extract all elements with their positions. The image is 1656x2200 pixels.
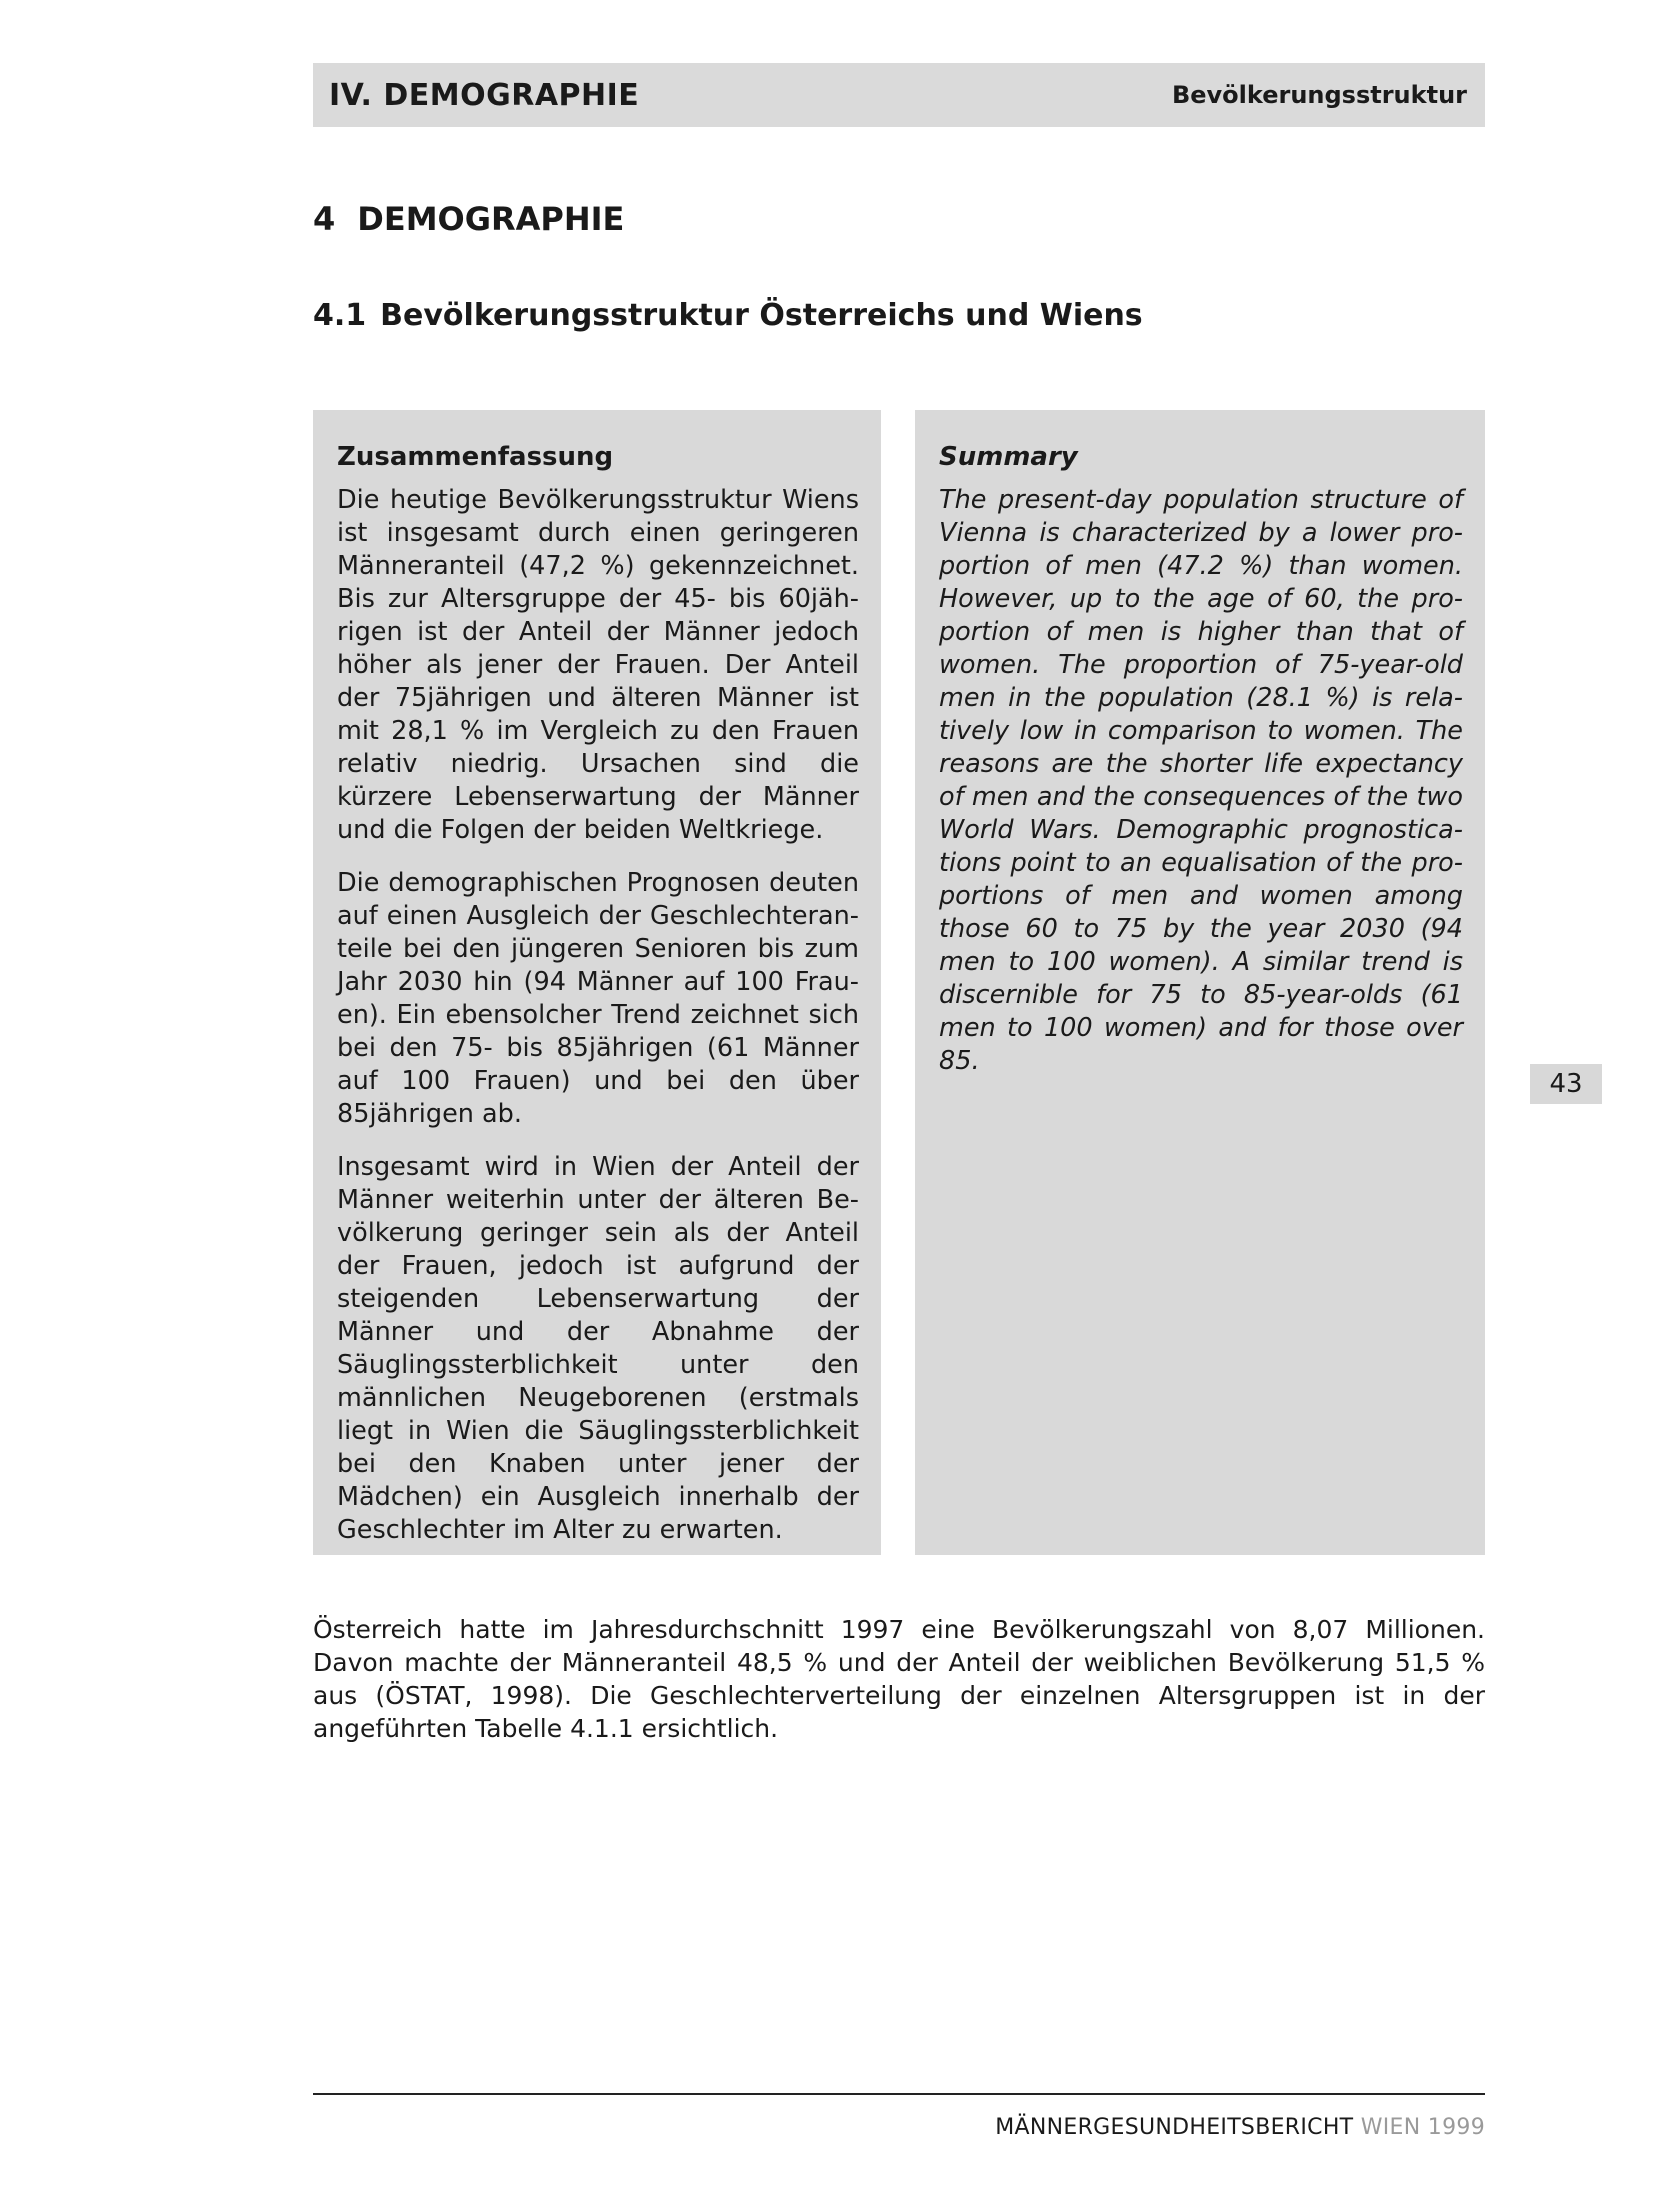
summary-paragraph: Die heutige Bevölkerungsstruktur Wiens ist insgesamt durch einen geringeren Männeranteil (47,2 %) gekennzeichnet. Bis zur Altersgruppe der 45- bis 60jährigen ist der Anteil der Männer jedoch höher als jener der Frauen. Der Anteil der 75jährigen und älteren Männer ist mit 28,1 % im Vergleich zu den Frauen relativ niedrig. Ursachen sind die kürzere Lebenserwartung der Männer und die Folgen der beiden Weltkriege. xyxy=(337,485,859,845)
chapter-title: DEMOGRAPHIE xyxy=(357,200,625,238)
summary-box-german xyxy=(313,410,881,1555)
summary-paragraph: Insgesamt wird in Wien der Anteil der Männer weiterhin unter der älteren Bevölkerung geringer sein als der Anteil der Frauen, jedoch ist aufgrund der steigenden Lebenserwartung der Männer und der Abnahme der Säuglingssterblichkeit unter den männlichen Neugeborenen (erstmals liegt in Wien die Säuglingssterblichkeit bei den Knaben unter jener der Mädchen) ein Ausgleich innerhalb der Geschlechter im Alter zu erwarten. xyxy=(337,1152,859,1545)
header-section: Bevölkerungsstruktur xyxy=(1171,81,1467,109)
summary-box-english xyxy=(915,410,1485,1555)
footer-city-year: WIEN 1999 xyxy=(1360,2115,1485,2140)
section-number: 4.1 xyxy=(313,298,367,333)
footer-title: MÄNNERGESUNDHEITSBERICHT xyxy=(995,2115,1354,2140)
section-heading xyxy=(313,298,1143,333)
summary-title-german: Zusammenfassung xyxy=(337,442,614,472)
footer-divider xyxy=(313,2093,1485,2095)
summary-paragraph: Die demographischen Prognosen deuten auf einen Ausgleich der Geschlechteranteile bei den jüngeren Senioren bis zum Jahr 2030 hin (94 Männer auf 100 Frauen). Ein ebensolcher Trend zeichnet sich bei den 75- bis 85jährigen (61 Männer auf 100 Frauen) und bei den über 85jährigen ab. xyxy=(337,868,859,1129)
summary-paragraph: The present-day population structure of Vienna is characterized by a lower proportion of men (47.2 %) than women. However, up to the age of 60, the proportion of men is higher than that of women. The proportion of 75-year-old men in the population (28.1 %) is relatively low in comparison to women. The reasons are the shorter life expectancy of men and the consequences of the two World Wars. Demographic prognostications point to an equalisation of the proportions of men and women among those 60 to 75 by the year 2030 (94 men to 100 women). A similar trend is discernible for 75 to 85-year-olds (61 men to 100 women) and for those over 85. xyxy=(939,485,1463,1076)
chapter-heading xyxy=(313,200,624,238)
header-chapter: IV. DEMOGRAPHIE xyxy=(329,77,640,113)
body-paragraph: Österreich hatte im Jahresdurchschnitt 1997 eine Bevölkerungszahl von 8,07 Millionen. Davon machte der Männeranteil 48,5 % und der Anteil der weiblichen Bevölkerung 51,5 % aus (ÖSTAT, 1998). Die Geschlechterverteilung der einzelnen Altersgruppen ist in der angeführten Tabelle 4.1.1 ersichtlich. xyxy=(313,1615,1485,1743)
running-footer xyxy=(995,2115,1485,2140)
chapter-number: 4 xyxy=(313,200,336,238)
page-number: 43 xyxy=(1530,1064,1602,1104)
summary-title-english: Summary xyxy=(939,442,1078,472)
section-title: Bevölkerungsstruktur Österreichs und Wiens xyxy=(380,298,1143,333)
running-header xyxy=(313,63,1485,127)
